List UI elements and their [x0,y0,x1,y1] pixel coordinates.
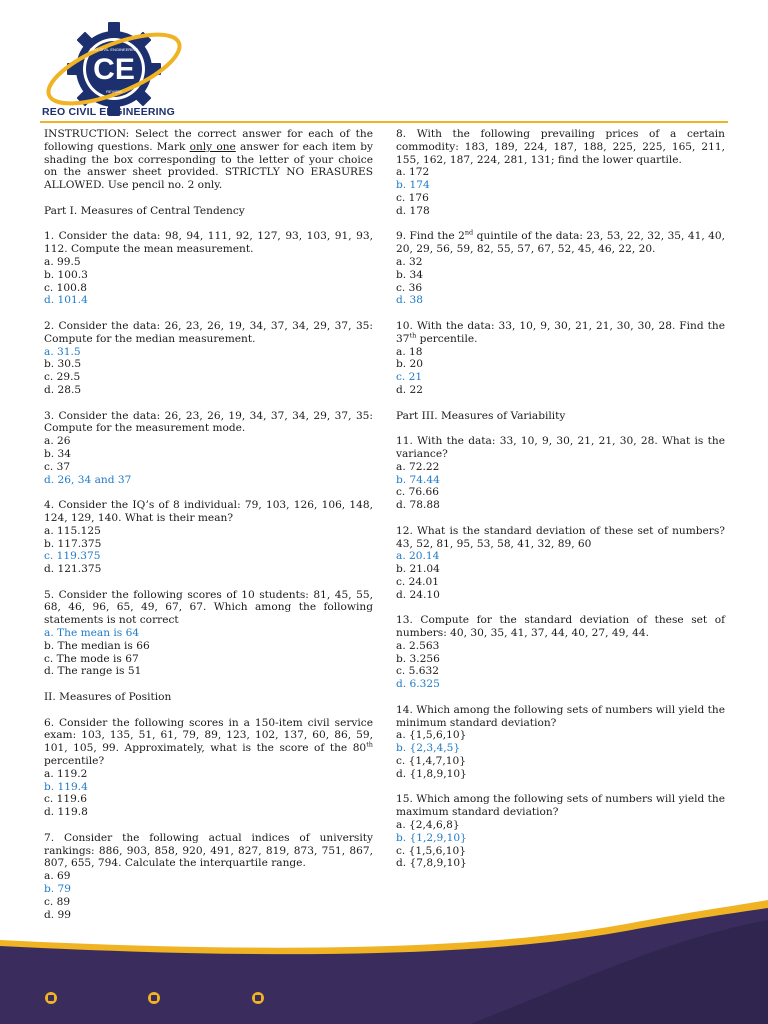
question-text: 4. Consider the IQ’s of 8 individual: 79, 103, 126, 106, 148, 124, 129, 140. What is their mean? [44,499,373,524]
logo-initials: CE [93,53,135,86]
correct-option: a. The mean is 64 [44,627,140,640]
phone-icon [45,992,57,1004]
option: c. 76.66 [396,486,439,499]
option: c. 5.632 [396,665,439,678]
instruction-paragraph [44,128,373,192]
question-9 [396,230,725,307]
option: a. 32 [396,255,423,268]
correct-option: b. 119.4 [44,780,88,793]
option: c. {1,4,7,10} [396,755,466,768]
option: a. {2,4,6,8} [396,819,460,832]
option: a. 119.2 [44,767,88,780]
option: d. 24.10 [396,588,440,601]
question-10 [396,320,725,397]
option: d. 22 [396,383,423,396]
correct-option: d. 6.325 [396,678,440,691]
question-text-end: percentile? [44,755,105,768]
question-5 [44,589,373,679]
ordinal-suffix: th [409,331,417,340]
correct-option: d. 101.4 [44,294,88,307]
question-text [396,230,725,256]
question-text: 7. Consider the following actual indices of university rankings: 886, 903, 858, 920, 491, 827, 819, 873, 751, 867, 807, 655, 794. Calculate the interquartile range. [44,831,373,870]
option: c. 36 [396,281,423,294]
option: a. 72.22 [396,460,440,473]
question-text [396,320,725,346]
option: b. 34 [396,268,423,281]
logo-review-text: REVIEW [106,89,122,94]
option: a. {1,5,6,10} [396,729,467,742]
question-4 [44,499,373,576]
header-divider [40,121,728,123]
option: a. 69 [44,870,71,883]
option: b. 21.04 [396,563,440,576]
option: d. 78.88 [396,499,440,512]
section-heading: Part I. Measures of Central Tendency [44,204,245,217]
correct-option: c. 119.375 [44,550,101,563]
question-text: 14. Which among the following sets of numbers will yield the minimum standard deviation? [396,703,725,729]
option: c. 100.8 [44,281,87,294]
question-text-end: quintile of the data: 23, 53, 22, 32, 35, 41, 40, 20, 29, 56, 59, 82, 55, 57, 67, 52, 45, 46, 22, 20. [396,230,725,256]
question-2 [44,320,373,397]
location-icon [148,992,160,1004]
option: c. 119.6 [44,793,87,806]
question-text: 12. What is the standard deviation of these set of numbers? 43, 52, 81, 95, 53, 58, 41, 32, 89, 60 [396,524,725,550]
option: b. 100.3 [44,268,88,281]
question-text: 11. With the data: 33, 10, 9, 30, 21, 21, 30, 28. What is the variance? [396,435,725,460]
ordinal-suffix: th [366,740,373,749]
question-text: 2. Consider the data: 26, 23, 26, 19, 34, 37, 34, 29, 37, 35: Compute for the median measurement. [44,319,373,345]
footer-band [0,900,768,1024]
option: b. 34 [44,447,71,460]
option: a. 99.5 [44,255,81,268]
section-heading: Part III. Measures of Variability [396,409,566,422]
option: b. 3.256 [396,652,440,665]
option: c. 176 [396,191,429,204]
option: a. 115.125 [44,524,101,537]
question-11 [396,435,725,512]
question-3 [44,410,373,487]
question-text [44,717,373,768]
email-icon [252,992,264,1004]
option: d. 178 [396,204,430,217]
correct-option: b. {1,2,9,10} [396,831,467,844]
question-15 [396,793,725,870]
ordinal-suffix: nd [464,228,474,237]
question-text: 5. Consider the following scores of 10 students: 81, 45, 55, 68, 46, 96, 65, 49, 67, 67. Which among the following statements is not correct [44,588,373,627]
question-text-start: 10. With the data: 33, 10, 9, 30, 21, 21, 30, 30, 28. Find the 37 [396,319,725,345]
question-13 [396,614,725,691]
instruction-emphasis: only one [189,140,236,153]
option: d. {1,8,9,10} [396,767,467,780]
option: c. {1,5,6,10} [396,844,466,857]
correct-option: a. 31.5 [44,345,81,358]
question-text-start: 6. Consider the following scores in a 150-item civil service exam: 103, 135, 51, 61, 79, 89, 123, 102, 137, 60, 86, 59, 101, 105, 99. Approximately, what is the score of the 80 [44,716,373,755]
option: d. 121.375 [44,563,102,576]
question-12 [396,525,725,602]
question-text: 15. Which among the following sets of numbers will yield the maximum standard deviation? [396,793,725,819]
question-text: 13. Compute for the standard deviation of these set of numbers: 40, 30, 35, 41, 37, 44, 40, 27, 49, 44. [396,614,725,640]
correct-option: d. 26, 34 and 37 [44,473,132,486]
correct-option: b. 174 [396,179,430,192]
option: d. The range is 51 [44,665,142,678]
question-14 [396,704,725,781]
option: d. 119.8 [44,806,88,819]
question-1 [44,230,373,307]
question-text: 8. With the following prevailing prices of a certain commodity: 183, 189, 224, 187, 188, 225, 225, 165, 211, 155, 162, 187, 224, 281, 131; find the lower quartile. [396,128,725,166]
option: b. 20 [396,358,423,371]
option: b. 30.5 [44,358,82,371]
correct-option: b. 79 [44,883,71,896]
correct-option: d. 38 [396,294,423,307]
option: c. 24.01 [396,575,439,588]
right-column [396,128,725,870]
option: a. 172 [396,166,430,179]
option: b. 117.375 [44,537,102,550]
left-column [44,128,373,921]
logo-ring-text: REO CIVIL ENGINEERING [89,47,139,52]
option: a. 18 [396,345,423,358]
option: b. The median is 66 [44,639,150,652]
question-text: 3. Consider the data: 26, 23, 26, 19, 34, 37, 34, 29, 37, 35: Compute for the measurement mode. [44,409,373,435]
instruction-text-end: answer for each item by shading the box corresponding to the letter of your choice on the answer sheet provided. STRICTLY NO ERASURES ALLOWED. Use pencil no. 2 only. [44,140,373,192]
option: c. The mode is 67 [44,652,139,665]
option: a. 26 [44,435,71,448]
option: d. 28.5 [44,383,82,396]
question-6 [44,717,373,819]
correct-option: b. {2,3,4,5} [396,742,461,755]
option: d. 99 [44,908,71,921]
correct-option: a. 20.14 [396,550,440,563]
footer-wave-graphic [0,900,768,1024]
option: c. 89 [44,895,71,908]
brand-name: REO CIVIL ENGINEERING [42,106,175,118]
question-text: 1. Consider the data: 98, 94, 111, 92, 127, 93, 103, 91, 93, 112. Compute the mean measurement. [44,230,373,256]
option: c. 37 [44,460,71,473]
question-8 [396,128,725,218]
correct-option: b. 74.44 [396,473,440,486]
correct-option: c. 21 [396,371,423,384]
option: c. 29.5 [44,371,81,384]
section-heading: II. Measures of Position [44,691,172,704]
question-text-end: percentile. [416,332,478,345]
option: a. 2.563 [396,639,440,652]
option: d. {7,8,9,10} [396,857,467,870]
instruction-text: INSTRUCTION: Select the correct answer for each of the following questions. Mark [44,128,373,153]
question-text-start: 9. Find the 2 [396,230,465,243]
